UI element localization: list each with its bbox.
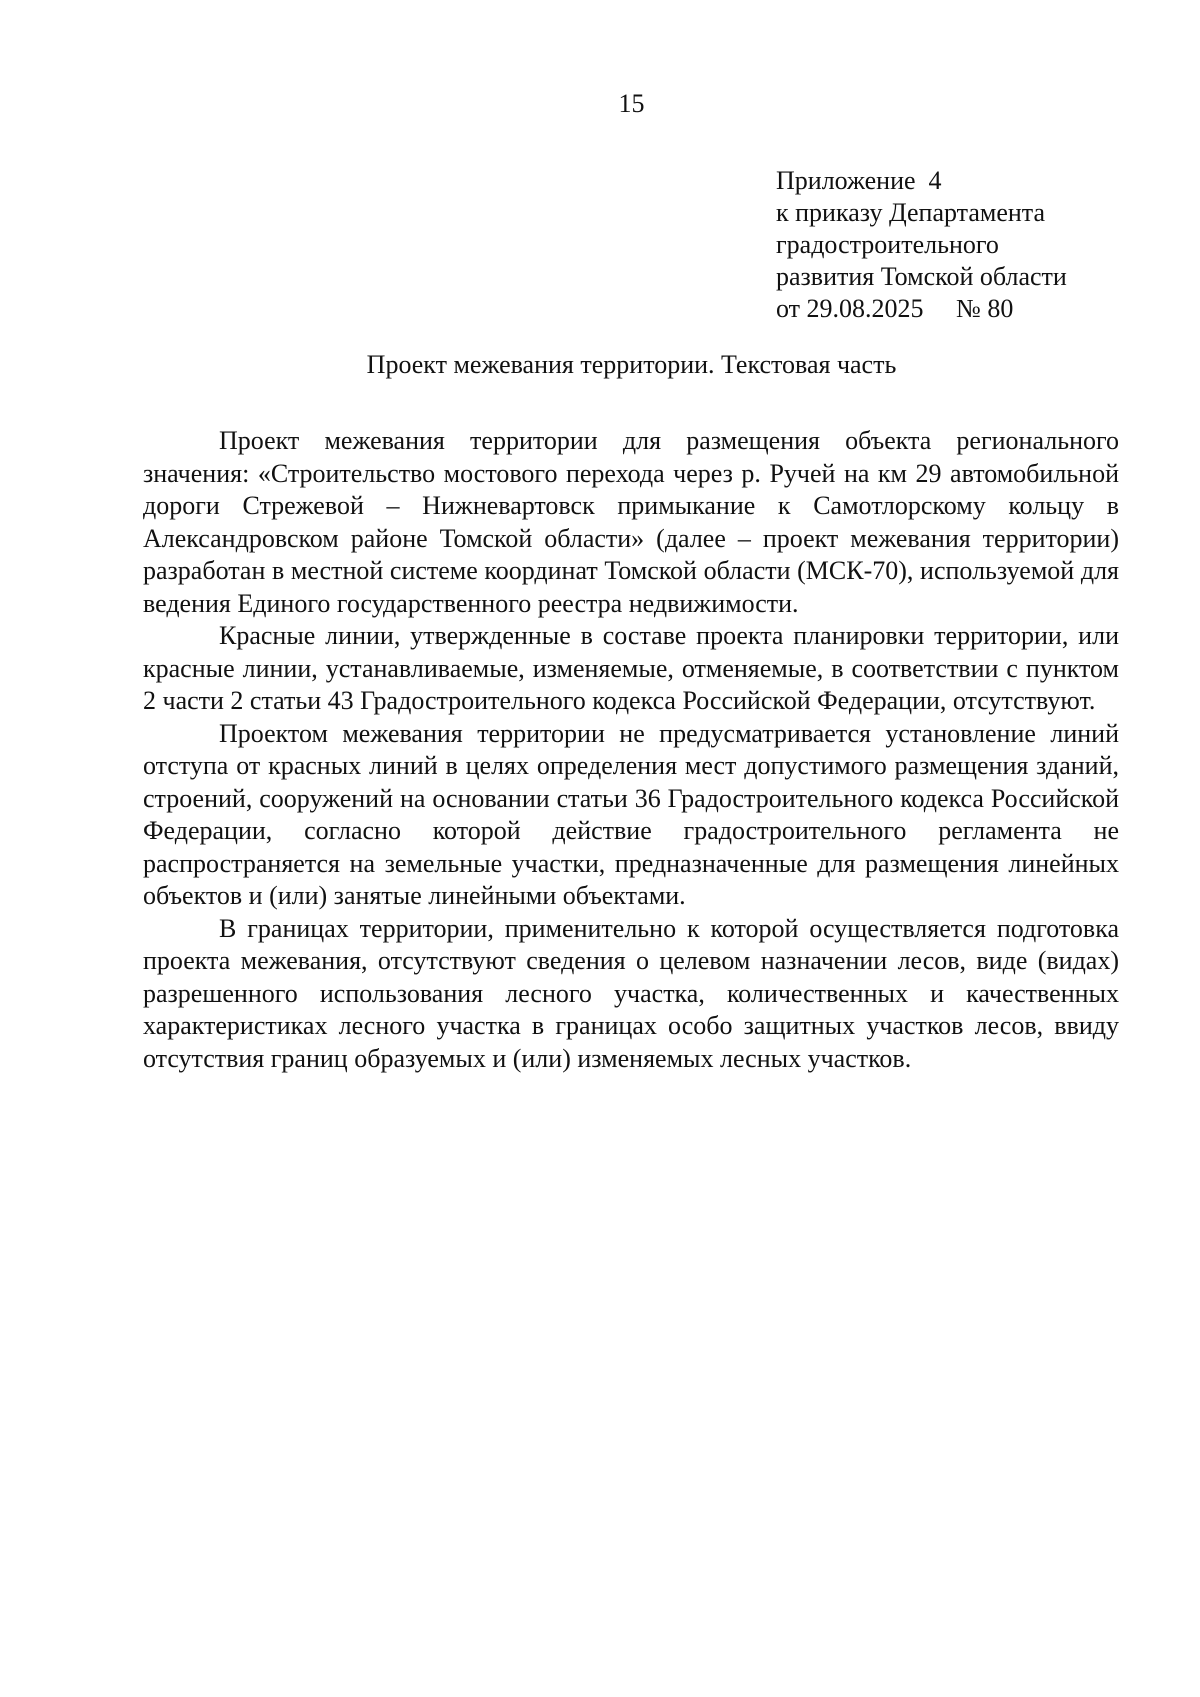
appendix-line: развития Томской области [776, 262, 1067, 291]
appendix-line: Приложение 4 [776, 166, 942, 195]
page-number: 15 [618, 89, 645, 118]
appendix-line: градостроительного [776, 230, 999, 259]
paragraph: Проектом межевания территории не предусматривается установление линий отступа от красных линий в целях определения мест допустимого размещения зданий, строений, сооружений на основании статьи 36 Градостроительного кодекса Российской Федерации, согласно которой действие градостроительного регламента не распространяется на земельные участки, предназначенные для размещения линейных объектов и (или) занятые линейными объектами. [143, 718, 1119, 910]
paragraph: В границах территории, применительно к которой осуществляется подготовка проекта межевания, отсутствуют сведения о целевом назначении лесов, виде (видах) разрешенного использования лесного участка, количественных и качественных характеристиках лесного участка в границах особо защитных участков лесов, ввиду отсутствия границ образуемых и (или) изменяемых лесных участков. [143, 913, 1119, 1073]
body-text [143, 425, 1119, 1075]
appendix-line: к приказу Департамента [776, 198, 1046, 227]
appendix-block [776, 165, 1067, 325]
appendix-line: от 29.08.2025 № 80 [776, 294, 1014, 323]
document-title: Проект межевания территории. Текстовая часть [366, 350, 897, 379]
paragraph: Проект межевания территории для размещения объекта регионального значения: «Строительство мостового перехода через р. Ручей на км 29 автомобильной дороги Стрежевой – Нижневартовск примыкание к Самотлорскому кольцу в Александровском районе Томской области» (далее – проект межевания территории) разработан в местной системе координат Томской области (МСК-70), используемой для ведения Единого государственного реестра недвижимости. [143, 426, 1119, 618]
paragraph: Красные линии, утвержденные в составе проекта планировки территории, или красные линии, устанавливаемые, изменяемые, отменяемые, в соответствии с пунктом 2 части 2 статьи 43 Градостроительного кодекса Российской Федерации, отсутствуют. [143, 621, 1119, 715]
